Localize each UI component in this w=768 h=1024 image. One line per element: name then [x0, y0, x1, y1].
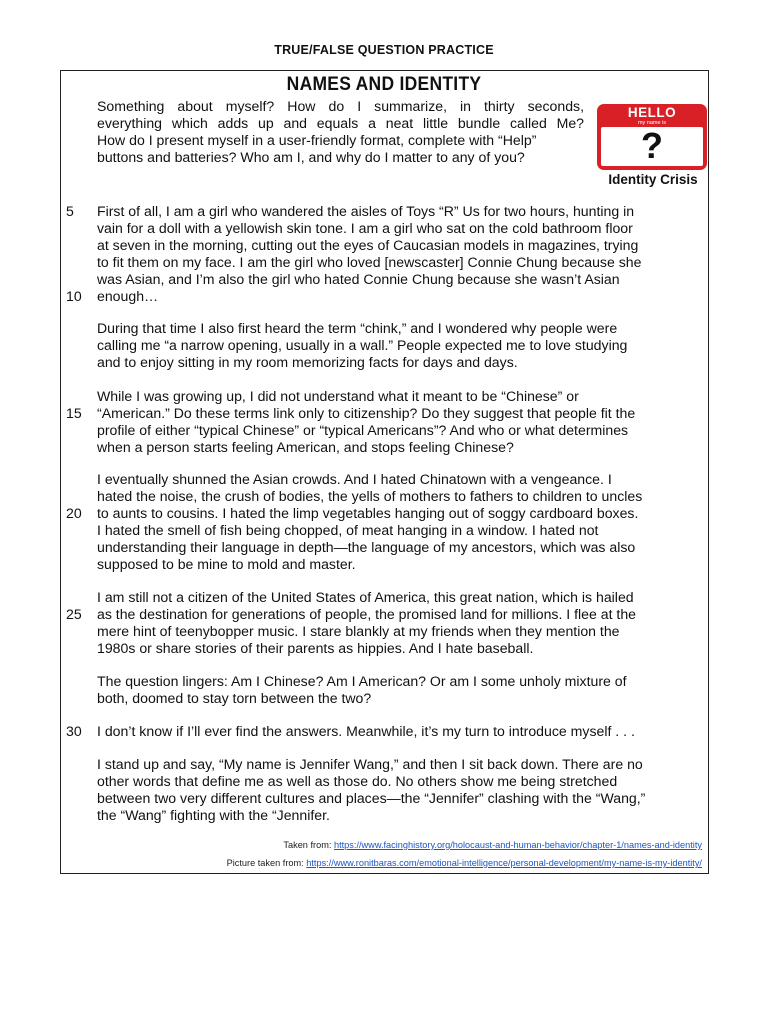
line-number: 25	[66, 606, 82, 622]
text-line: between two very different cultures and places—the “Jennifer” clashing with the “Wang,”	[97, 789, 646, 806]
text-line: to aunts to cousins. I hated the limp vegetables hanging out of soggy cardboard boxes.	[97, 504, 639, 521]
line-number: 5	[66, 203, 74, 219]
text-line: hated the noise, the crush of bodies, the yells of mothers to fathers to children to uncles	[97, 487, 643, 504]
text-line: The question lingers: Am I Chinese? Am I American? Or am I some unholy mixture of	[97, 673, 627, 689]
sticker-hello-text: HELLO	[627, 105, 677, 120]
text-line: During that time I also first heard the term “chink,” and I wondered why people were	[97, 320, 618, 336]
text-line: and to enjoy sitting in my room memorizing facts for days and days.	[97, 353, 518, 370]
text-line: I hated the smell of fish being chopped, of meat hanging in a window. I hated not	[97, 521, 599, 538]
text-line: both, doomed to stay torn between the two?	[97, 689, 372, 706]
line-number: 10	[66, 288, 82, 304]
text-line: I stand up and say, “My name is Jennifer Wang,” and then I sit back down. There are no	[97, 756, 643, 772]
text-line: I eventually shunned the Asian crowds. And I hated Chinatown with a vengeance. I	[97, 471, 612, 487]
paragraph	[97, 723, 635, 740]
paragraph	[97, 471, 642, 572]
text-line: How do I present myself in a user-friendly format, complete with “Help”	[97, 131, 537, 148]
text-line: vain for a doll with a yellowish skin tone. I am a girl who sat on the cold bathroom floor	[97, 219, 633, 236]
text-source-label: Taken from:	[283, 840, 334, 850]
text-line: at seven in the morning, cutting out the eyes of Caucasian models in magazines, trying	[97, 236, 639, 253]
paragraph	[97, 756, 645, 824]
text-line: 1980s or share stories of their parents as hippies. And I hate baseball.	[97, 639, 534, 656]
page-header: TRUE/FALSE QUESTION PRACTICE	[274, 43, 494, 57]
text-line: buttons and batteries? Who am I, and why do I matter to any of you?	[97, 148, 525, 165]
text-line: understanding their language in depth—the language of my ancestors, which was also	[97, 538, 636, 555]
text-line: everything which adds up and equals a neat little bundle called Me?	[97, 114, 584, 131]
line-number: 15	[66, 405, 82, 421]
paragraph	[97, 320, 627, 371]
text-line: “American.” Do these terms link only to citizenship? Do they suggest that people fit the	[97, 404, 636, 421]
text-line: I am still not a citizen of the United States of America, this great nation, which is hailed	[97, 589, 634, 605]
text-line: mere hint of teenybopper music. I stare blankly at my friends when they mention the	[97, 622, 620, 639]
text-line: profile of either “typical Chinese” or “typical Americans”? And who or what determines	[97, 421, 629, 438]
question-mark-icon: ?	[641, 125, 663, 166]
sticker-my-name-is-text: my name is	[637, 120, 667, 126]
line-number: 30	[66, 723, 82, 739]
paragraph	[97, 673, 627, 707]
document-title: NAMES AND IDENTITY	[286, 74, 482, 95]
paragraph	[97, 203, 641, 304]
text-line: when a person starts feeling American, and stops feeling Chinese?	[97, 438, 514, 455]
text-line: While I was growing up, I did not understand what it meant to be “Chinese” or	[97, 388, 579, 404]
text-line: First of all, I am a girl who wandered the aisles of Toys “R” Us for two hours, hunting in	[97, 203, 635, 219]
text-source-credit	[283, 840, 702, 850]
picture-source-label: Picture taken from:	[226, 858, 307, 868]
text-line: calling me “a narrow opening, usually in a wall.” People expected me to love studying	[97, 336, 628, 353]
text-line: was Asian, and I’m also the girl who hated Connie Chung because she wasn’t Asian	[97, 270, 620, 287]
text-line: enough…	[97, 287, 159, 304]
paragraph	[97, 589, 636, 657]
picture-source-link[interactable]: https://www.ronitbaras.com/emotional-intelligence/personal-development/my-name-is-my-identity/	[306, 858, 702, 868]
picture-source-credit	[227, 858, 702, 868]
text-line: other words that define me as well as those do. No others show me being stretched	[97, 772, 618, 789]
sticker-caption: Identity Crisis	[608, 172, 698, 187]
text-line: supposed to be mine to mold and master.	[97, 555, 356, 572]
text-line: the “Wang” fighting with the “Jennifer.	[97, 806, 330, 823]
paragraph-intro	[97, 98, 584, 166]
hello-name-tag-image	[597, 104, 707, 170]
text-line: I don’t know if I’ll ever find the answers. Meanwhile, it’s my turn to introduce myself . . .	[97, 723, 635, 739]
text-line: as the destination for generations of people, the promised land for millions. I flee at the	[97, 605, 637, 622]
paragraph	[97, 388, 635, 456]
line-number: 20	[66, 505, 82, 521]
text-line: Something about myself? How do I summarize, in thirty seconds,	[97, 98, 584, 114]
text-source-link[interactable]: https://www.facinghistory.org/holocaust-and-human-behavior/chapter-1/names-and-identity	[333, 840, 702, 850]
text-line: to fit them on my face. I am the girl who loved [newscaster] Connie Chung because she	[97, 253, 642, 270]
